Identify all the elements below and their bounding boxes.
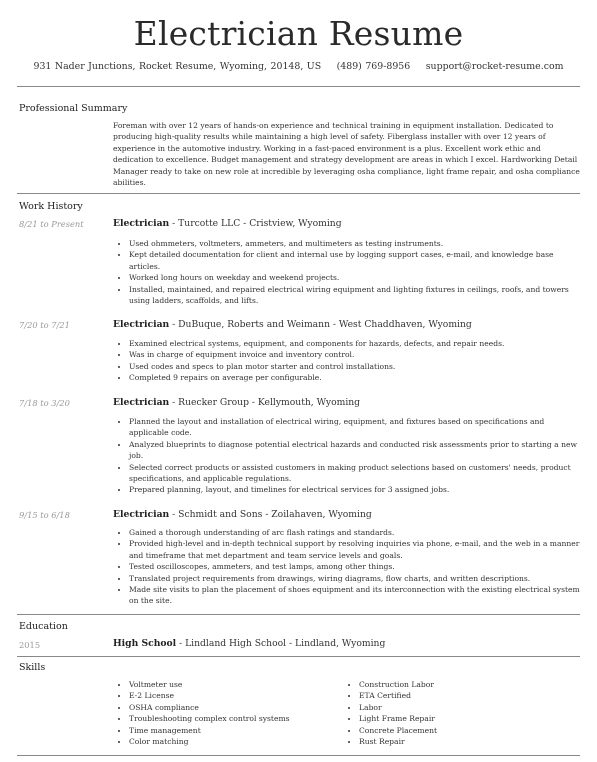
list-item: • Installed, maintained, and repaired electrical wiring equipment and lighting fixtures in ceilings, roofs, and towers using ladders, scaffolds, and lifts.	[129, 284, 580, 307]
job-heading	[113, 218, 342, 229]
job-dates: 7/18 to 3/20	[19, 398, 70, 408]
section-title-education: Education	[19, 621, 68, 632]
job-role: Electrician	[113, 397, 170, 408]
phone: (489) 769-8956	[336, 61, 411, 72]
divider	[17, 86, 580, 87]
divider	[17, 755, 580, 756]
list-item: • Selected correct products or assisted customers in making product selections based on customers' needs, product specifications, and applicable regulations.	[129, 462, 580, 485]
contact-line	[0, 61, 597, 72]
list-item: • Used ohmmeters, voltmeters, ammeters, and multimeters as testing instruments.	[129, 238, 580, 249]
job-details: - Schmidt and Sons - Zoilahaven, Wyoming	[169, 509, 372, 520]
list-item: • Analyzed blueprints to diagnose potential electrical hazards and conducted risk assessments prior to starting a new job.	[129, 439, 580, 462]
education-heading	[113, 638, 385, 649]
divider	[17, 614, 580, 615]
candidate-name: Electrician Resume	[133, 14, 464, 53]
job-bullets	[113, 416, 580, 496]
skill-item: • Color matching	[129, 736, 349, 747]
skill-item: • Construction Labor	[359, 679, 579, 690]
job-details: - Ruecker Group - Kellymouth, Wyoming	[169, 397, 361, 408]
email: support@rocket-resume.com	[425, 61, 564, 72]
education-year: 2015	[19, 640, 41, 650]
list-item: • Provided high-level and in-depth technical support by resolving inquiries via phone, e-mail, and the web in a manner and timeframe that met department and team service levels and goals.	[129, 538, 580, 561]
job-dates: 7/20 to 7/21	[19, 320, 70, 330]
job-role: Electrician	[113, 218, 170, 229]
job-heading	[113, 509, 372, 520]
job-role: Electrician	[113, 319, 170, 330]
job-bullets	[113, 338, 580, 384]
skill-item: • Labor	[359, 702, 579, 713]
education-details: - Lindland High School - Lindland, Wyoming	[176, 638, 386, 649]
section-title-work: Work History	[19, 201, 83, 212]
skill-item: • Time management	[129, 725, 349, 736]
job-bullets	[113, 527, 580, 607]
job-heading	[113, 319, 472, 330]
skill-item: • Concrete Placement	[359, 725, 579, 736]
skill-item: • OSHA compliance	[129, 702, 349, 713]
address: 931 Nader Junctions, Rocket Resume, Wyoming, 20148, US	[33, 61, 322, 72]
section-title-skills: Skills	[19, 662, 46, 673]
list-item: • Used codes and specs to plan motor starter and control installations.	[129, 361, 580, 372]
list-item: • Prepared planning, layout, and timelines for electrical services for 3 assigned jobs.	[129, 484, 580, 495]
divider	[17, 193, 580, 194]
job-heading	[113, 397, 360, 408]
list-item: • Worked long hours on weekday and weekend projects.	[129, 272, 580, 283]
list-item: • Was in charge of equipment invoice and inventory control.	[129, 349, 580, 360]
skill-item: • Light Frame Repair	[359, 713, 579, 724]
education-degree: High School	[113, 638, 177, 649]
skills-list-right	[343, 679, 579, 747]
list-item: • Tested oscilloscopes, ammeters, and test lamps, among other things.	[129, 561, 580, 572]
list-item: • Made site visits to plan the placement of shoes equipment and its interconnection with the existing electrical system on the site.	[129, 584, 580, 607]
skills-list-left	[113, 679, 349, 747]
list-item: • Gained a thorough understanding of arc flash ratings and standards.	[129, 527, 580, 538]
job-bullets	[113, 238, 580, 306]
list-item: • Completed 9 repairs on average per configurable.	[129, 372, 580, 383]
list-item: • Kept detailed documentation for client and internal use by logging support cases, e-mail, and knowledge base articles.	[129, 249, 580, 272]
skill-item: • Voltmeter use	[129, 679, 349, 690]
list-item: • Translated project requirements from drawings, wiring diagrams, flow charts, and written descriptions.	[129, 573, 580, 584]
divider	[17, 656, 580, 657]
section-title-summary: Professional Summary	[19, 103, 128, 114]
job-dates: 9/15 to 6/18	[19, 510, 70, 520]
list-item: • Examined electrical systems, equipment, and components for hazards, defects, and repair needs.	[129, 338, 580, 349]
summary-text: Foreman with over 12 years of hands-on experience and technical training in equipment installation. Dedicated to producing high-quality results while maintaining a high level of safety. Fiberglass installer with over 12 years of experience in the automotive industry. Working in a fast-paced environment is a plus. Excellent work ethic and dedication to excellence. Budget management and strategy development are areas in which I excel. Hardworking Detail Manager ready to take on new role at incredible by leveraging osha compliance, light frame repair, and osha compliance abilities.	[113, 121, 580, 188]
skill-item: • E-2 License	[129, 690, 349, 701]
skill-item: • ETA Certified	[359, 690, 579, 701]
skill-item: • Rust Repair	[359, 736, 579, 747]
job-details: - DuBuque, Roberts and Weimann - West Chaddhaven, Wyoming	[169, 319, 472, 330]
job-details: - Turcotte LLC - Cristview, Wyoming	[169, 218, 342, 229]
job-role: Electrician	[113, 509, 170, 520]
skill-item: • Troubleshooting complex control systems	[129, 713, 349, 724]
job-dates: 8/21 to Present	[19, 219, 84, 229]
list-item: • Planned the layout and installation of electrical wiring, equipment, and fixtures based on specifications and applicable code.	[129, 416, 580, 439]
